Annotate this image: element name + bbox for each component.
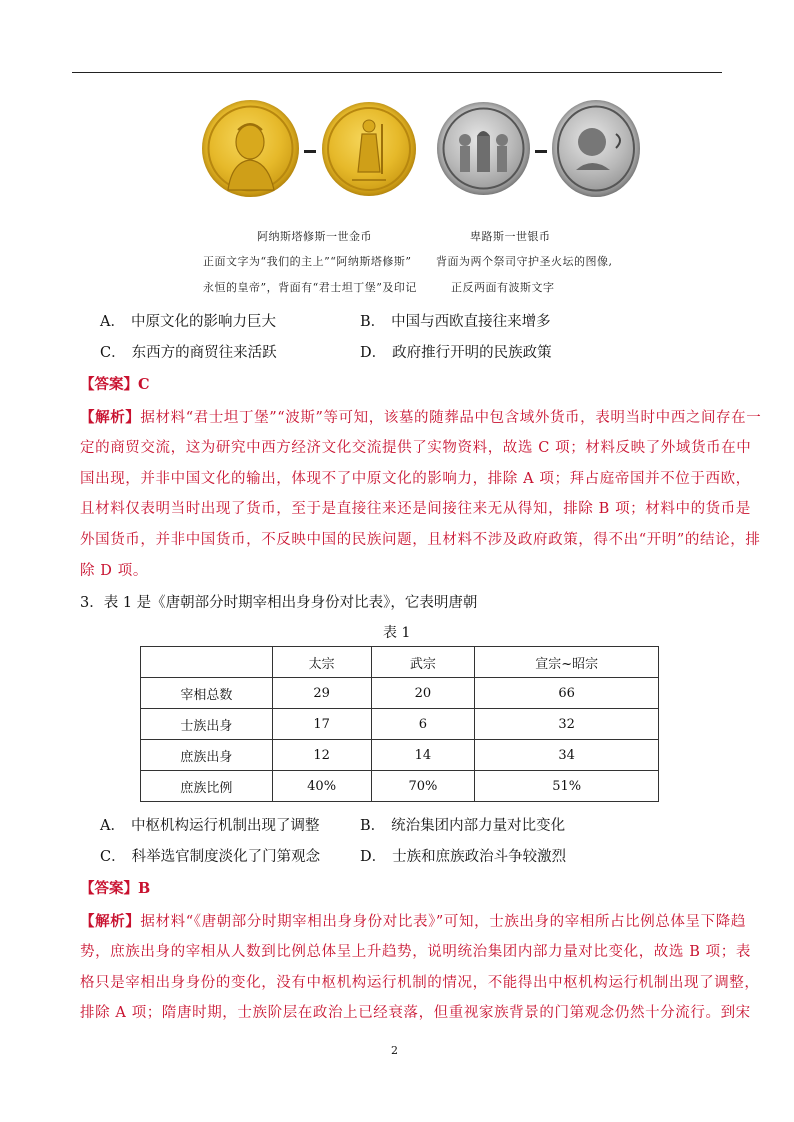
option-letter: C． [100,849,126,865]
table-header-cell: 武宗 [371,647,475,678]
q2-analysis-line-5: 外国货币，并非中国货币，不反映中国的民族问题，且材料不涉及政府政策，得不出“开明”的结论，排 [80,532,761,548]
option-text: 科举选官制度淡化了门第观念 [131,849,321,865]
option-text: 中原文化的影响力巨大 [130,314,276,330]
dash-separator [304,150,316,153]
table-cell: 庶族出身 [141,740,273,771]
table-cell: 6 [371,709,475,740]
q3-answer [80,877,150,898]
answer-label: 【答案】 [80,880,138,897]
option-letter: A． [100,314,125,330]
table-cell: 32 [475,709,659,740]
table-cell: 14 [371,740,475,771]
table-cell: 51% [475,771,659,802]
table-row [141,740,659,771]
table-caption: 表 1 [383,625,411,641]
silver-coin-desc-2: 正反两面有波斯文字 [451,281,555,294]
answer-label: 【答案】 [80,376,138,393]
q2-option-a [100,310,276,331]
option-text: 中枢机构运行机制出现了调整 [130,818,320,834]
q3-option-c [100,845,320,866]
q3-option-d [360,845,566,866]
q3-analysis-line-4: 排除 A 项；隋唐时期，士族阶层在政治上已经衰落，但重视家族背景的门第观念仍然十分流行。到宋 [80,1005,751,1021]
gold-coin-desc-2: 永恒的皇帝”，背面有“君士坦丁堡”及印记 [203,281,417,294]
analysis-text: 据材料“《唐朝部分时期宰相出身身份对比表》”可知，士族出身的宰相所占比例总体呈下降趋 [140,914,746,930]
option-letter: D． [360,345,387,361]
table-cell: 20 [371,678,475,709]
silver-coin-reverse-image [552,100,640,197]
gold-coin-reverse-image [322,102,416,196]
q2-answer [80,373,150,394]
page-number: 2 [391,1044,398,1057]
q3-option-b [360,814,565,835]
q2-analysis-line-2: 定的商贸交流，这为研究中西方经济文化交流提供了实物资料，故选 C 项；材料反映了外域货币在中 [80,440,752,456]
q3-option-a [100,814,319,835]
header-rule [72,72,722,73]
q2-analysis-line-1 [80,406,761,427]
table-header-cell: 太宗 [272,647,371,678]
table-header-row [141,647,659,678]
table-cell: 庶族比例 [141,771,273,802]
q2-analysis-line-4: 且材料仅表明当时出现了货币，至于是直接往来还是间接往来无从得知，排除 B 项；材料中的货币是 [80,501,751,517]
table-cell: 34 [475,740,659,771]
answer-value: B [138,880,151,897]
q2-analysis-line-3: 国出现，并非中国文化的输出，体现不了中原文化的影响力，排除 A 项；拜占庭帝国并不位于西欧， [80,471,751,487]
table-row [141,678,659,709]
analysis-label: 【解析】 [80,409,141,426]
option-text: 统治集团内部力量对比变化 [391,818,566,834]
table-1 [140,646,659,802]
option-text: 东西方的商贸往来活跃 [131,345,277,361]
q2-analysis-line-6: 除 D 项。 [80,563,148,579]
option-letter: B． [360,818,386,834]
table-cell: 宰相总数 [141,678,273,709]
table-cell: 17 [272,709,371,740]
q3-analysis-line-3: 格只是宰相出身身份的变化，没有中枢机构运行机制的情况，不能得出中枢机构运行机制出现了调整， [80,975,760,991]
table-cell: 70% [371,771,475,802]
silver-coin-desc-1: 背面为两个祭司守护圣火坛的图像, [436,255,613,268]
option-letter: D． [360,849,387,865]
analysis-text: 据材料“君士坦丁堡”“波斯”等可知，该墓的随葬品中包含域外货币，表明当时中西之间存在一 [140,410,762,426]
silver-coin-title: 卑路斯一世银币 [470,230,551,243]
coin-images [200,100,640,200]
dash-separator [535,150,547,153]
table-row [141,709,659,740]
option-letter: A． [100,818,125,834]
q2-option-c [100,341,277,362]
table-row [141,771,659,802]
answer-value: C [138,376,150,393]
silver-coin-obverse-image [437,102,530,195]
q3-stem: 3．表 1 是《唐朝部分时期宰相出身身份对比表》，它表明唐朝 [80,595,478,611]
option-text: 中国与西欧直接往来增多 [391,314,551,330]
gold-coin-desc-1: 正面文字为“我们的主上”“阿纳斯塔修斯” [203,255,412,268]
q3-analysis-line-1 [80,910,746,931]
gold-coin-title: 阿纳斯塔修斯一世金币 [257,230,372,243]
option-text: 政府推行开明的民族政策 [392,345,552,361]
table-cell: 12 [272,740,371,771]
table-cell: 40% [272,771,371,802]
analysis-label: 【解析】 [80,913,141,930]
q2-option-b [360,310,551,331]
option-text: 士族和庶族政治斗争较激烈 [392,849,567,865]
table-cell: 士族出身 [141,709,273,740]
table-cell: 29 [272,678,371,709]
table-header-cell [141,647,273,678]
q2-option-d [360,341,552,362]
q3-analysis-line-2: 势，庶族出身的宰相从人数到比例总体呈上升趋势，说明统治集团内部力量对比变化，故选 B 项；表 [80,944,751,960]
table-header-cell: 宣宗~昭宗 [475,647,659,678]
table-cell: 66 [475,678,659,709]
option-letter: B． [360,314,386,330]
option-letter: C． [100,345,126,361]
gold-coin-obverse-image [202,100,299,197]
